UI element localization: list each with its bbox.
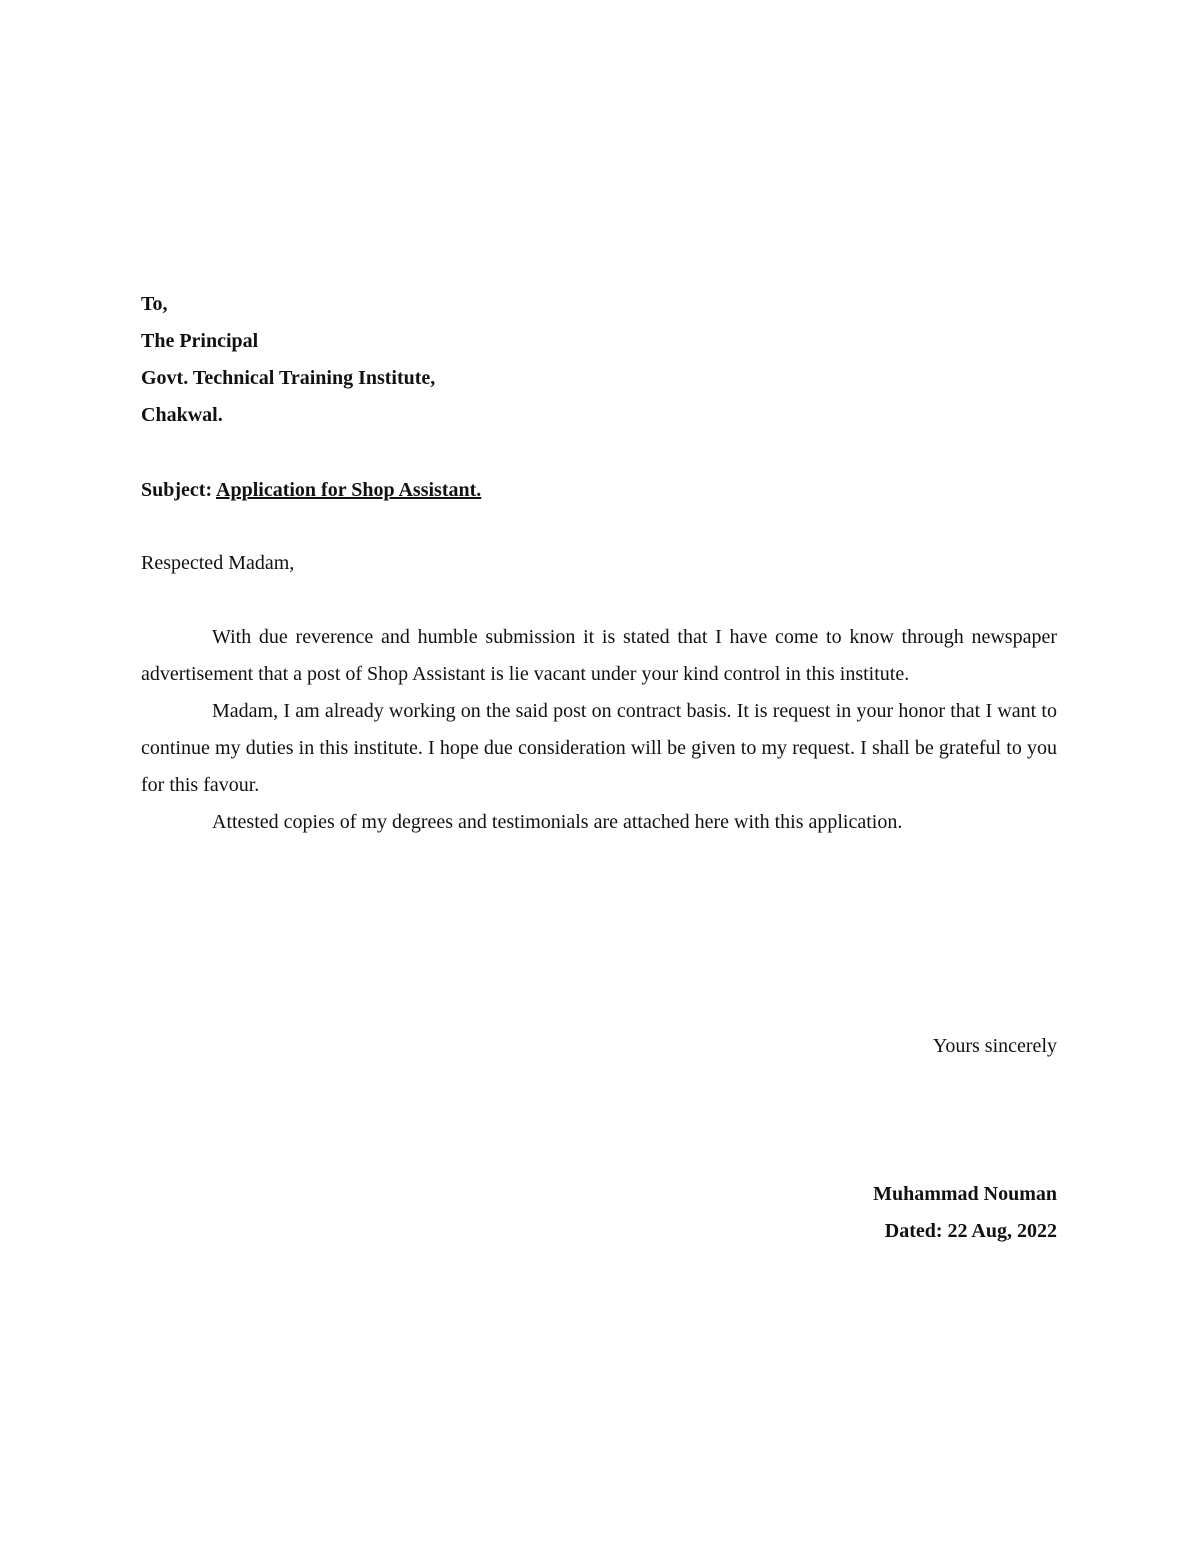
closing: Yours sincerely [932, 1035, 1057, 1057]
subject-line [141, 472, 1057, 509]
subject-text: Application for Shop Assistant. [216, 479, 482, 501]
body-paragraph-3: Attested copies of my degrees and testimonials are attached here with this application. [212, 811, 903, 833]
subject-label: Subject: [141, 479, 213, 501]
recipient-address [141, 286, 1057, 434]
body-paragraph-2: Madam, I am already working on the said post on contract basis. It is request in your honor that I want to continue my duties in this institute. I hope due consideration will be given to my request. I shall be grateful to you for this favour. [141, 700, 1057, 796]
signature-date: Dated: 22 Aug, 2022 [884, 1220, 1057, 1242]
salutation: Respected Madam, [141, 552, 295, 574]
body-paragraph-1: With due reverence and humble submission it is stated that I have come to know through newspaper advertisement that a post of Shop Assistant is lie vacant under your kind control in this institute. [141, 626, 1057, 685]
recipient-line-to: To, [141, 293, 168, 315]
letter-body [141, 619, 1057, 841]
recipient-line-institute: Govt. Technical Training Institute, [141, 367, 436, 389]
signature-block [141, 1176, 1057, 1250]
recipient-line-city: Chakwal. [141, 404, 223, 426]
signature-name: Muhammad Nouman [873, 1183, 1057, 1205]
recipient-line-title: The Principal [141, 330, 259, 352]
